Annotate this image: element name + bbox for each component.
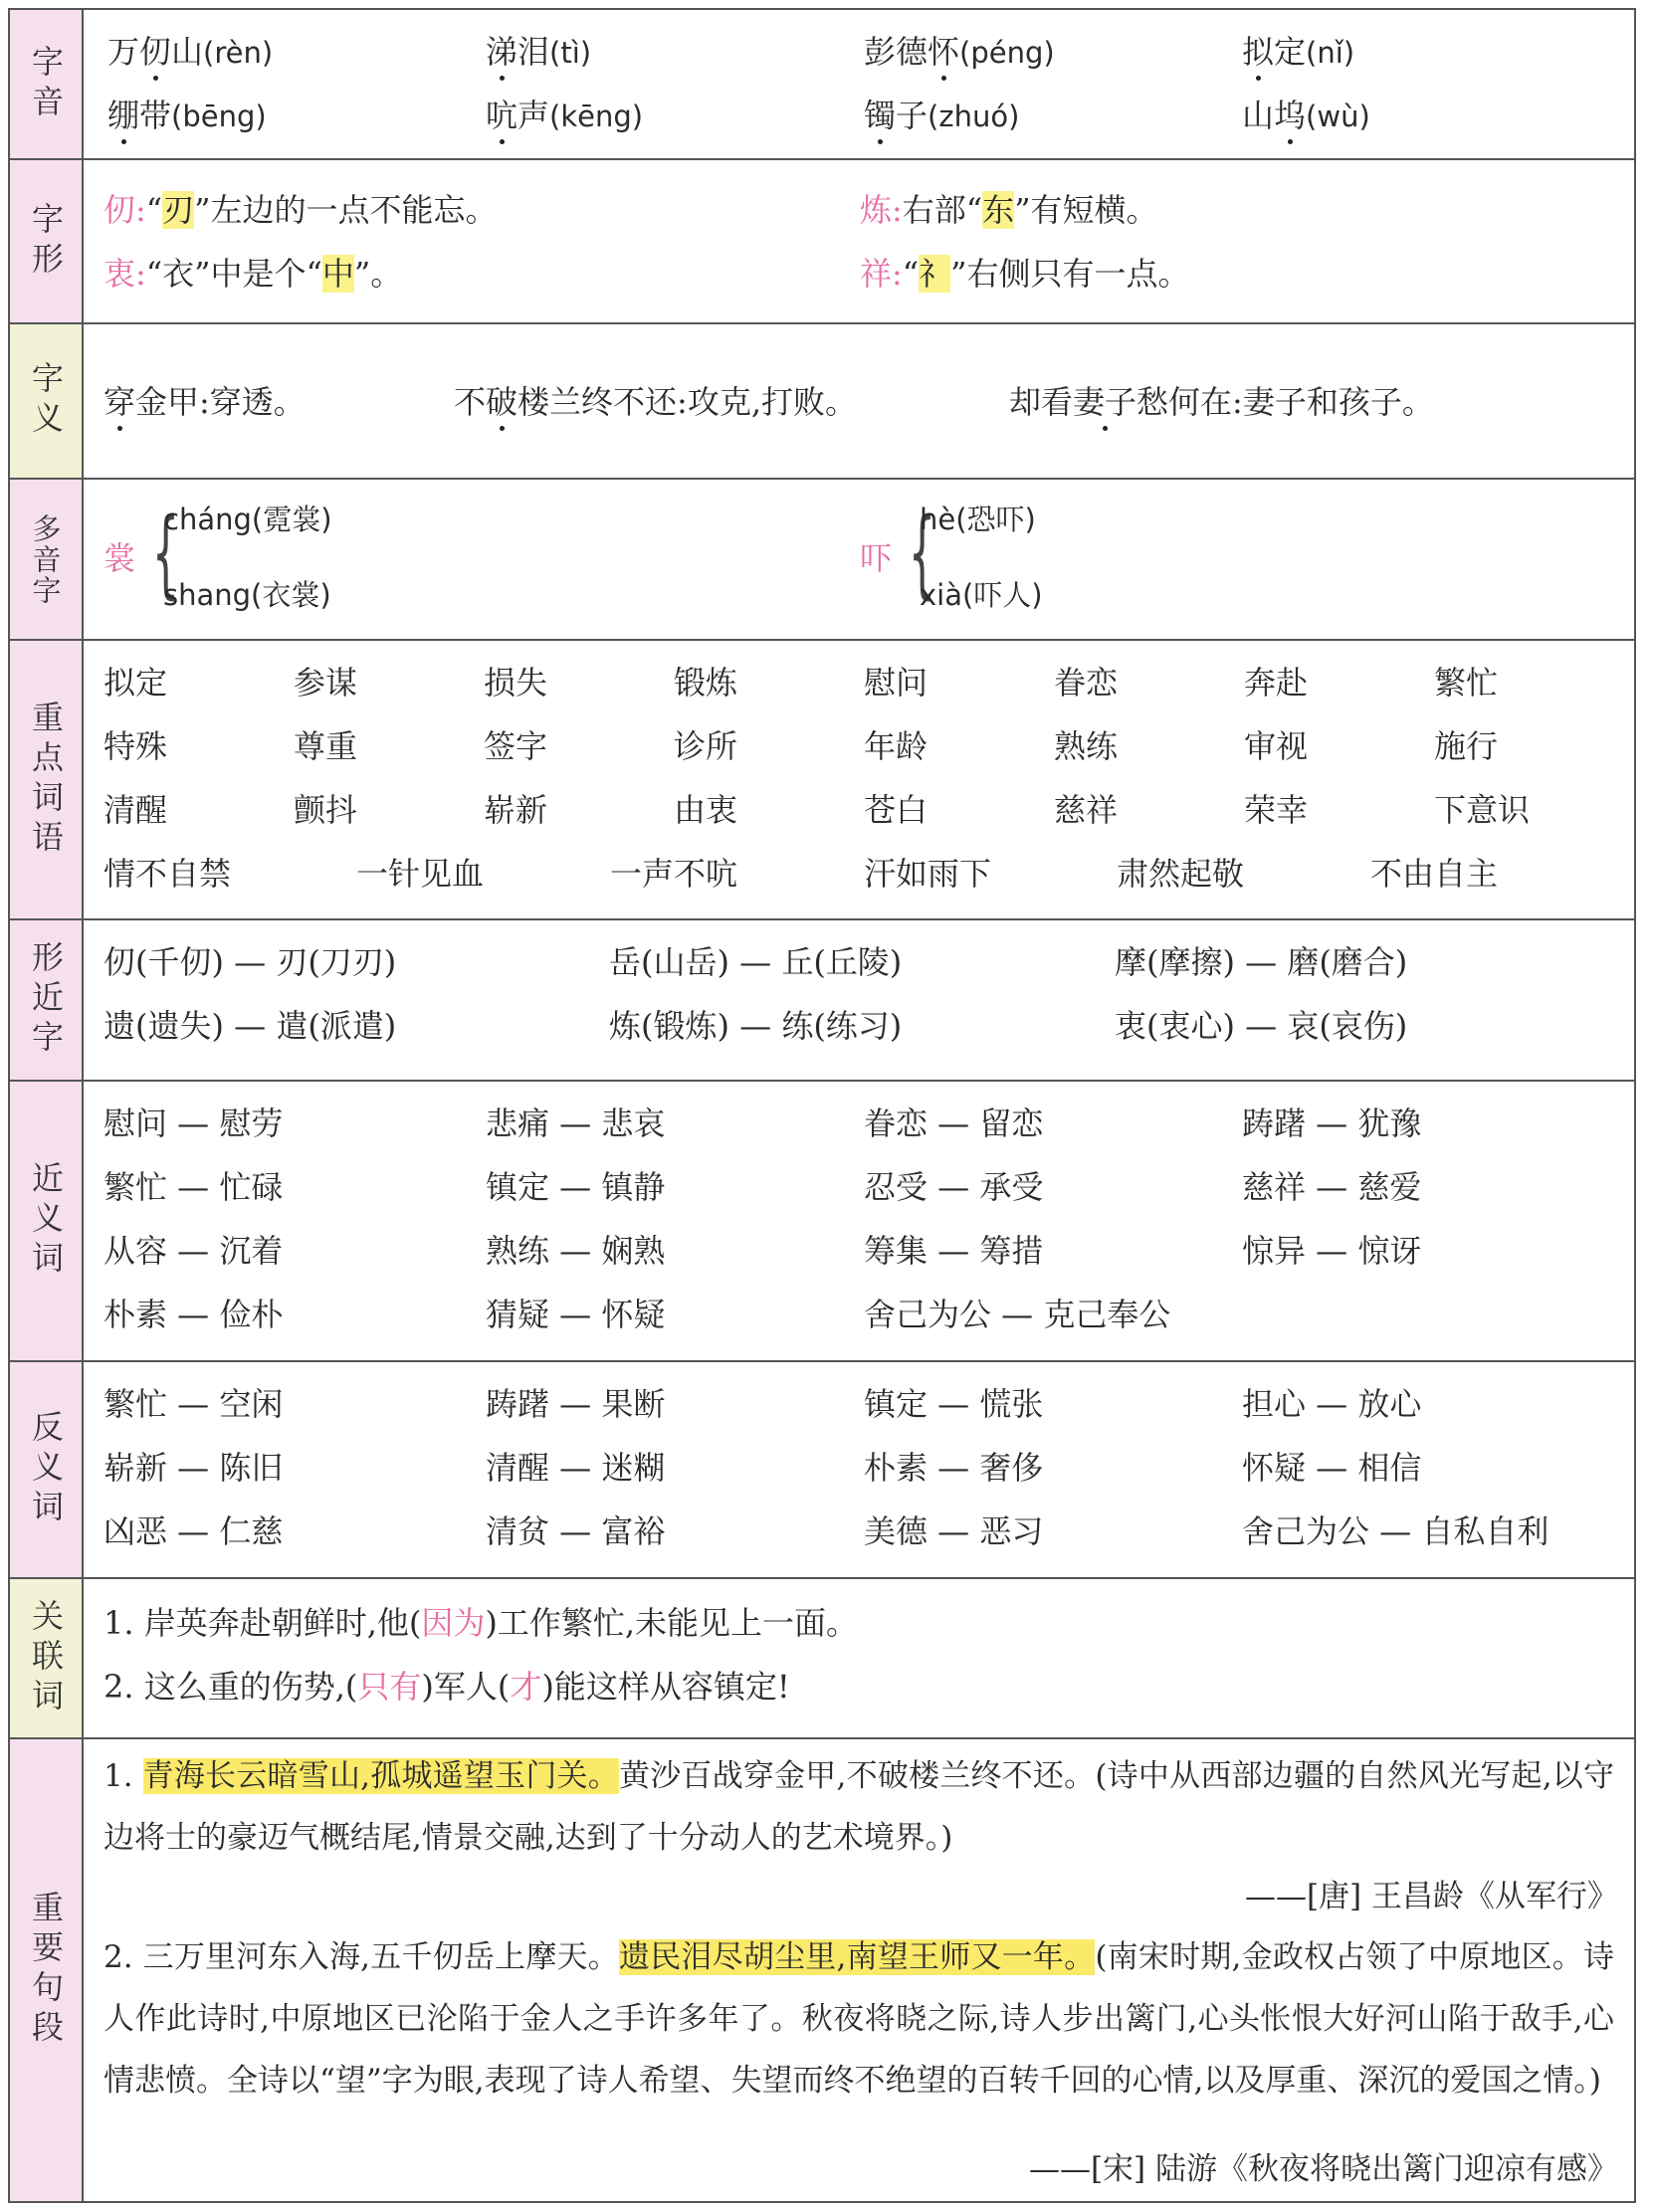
section-meaning — [10, 324, 1634, 480]
section-glyph — [10, 160, 1634, 324]
similar-pair: 遗(遗失) — 遣(派遣) — [103, 1007, 397, 1045]
section-label: 多音字 — [10, 480, 84, 639]
section-pronunciation — [10, 10, 1634, 160]
synonym-pair: 猜疑 — 怀疑 — [486, 1296, 666, 1333]
antonym-pair: 繁忙 — 空闲 — [103, 1385, 284, 1423]
synonym-pair: 熟练 — 娴熟 — [486, 1232, 666, 1270]
idiom: 情不自禁 — [103, 855, 232, 893]
passage-source: ——[唐] 王昌龄《从军行》 — [1244, 1879, 1618, 1914]
similar-pair: 仞(千仞) — 刃(刀刃) — [103, 943, 397, 981]
antonym-pair: 清贫 — 富裕 — [486, 1512, 666, 1550]
keyword: 眷恋 — [1054, 664, 1119, 702]
glyph-item: 炼:右部“东”有短横。 — [860, 191, 1158, 229]
similar-pair: 摩(摩擦) — 磨(磨合) — [1115, 943, 1408, 981]
polyphone-reading: xià(吓人) — [920, 578, 1043, 612]
section-label: 重点词语 — [10, 641, 84, 918]
keyword: 签字 — [484, 727, 548, 765]
idiom: 汗如雨下 — [864, 855, 992, 893]
synonym-pair: 慈祥 — 慈爱 — [1242, 1168, 1422, 1206]
synonym-pair: 忍受 — 承受 — [864, 1168, 1044, 1206]
section-label: 形近字 — [10, 920, 84, 1080]
keyword: 由衷 — [674, 791, 738, 829]
keywords-content — [84, 641, 1634, 918]
keyword: 锻炼 — [674, 664, 738, 702]
brace-icon: { — [151, 498, 180, 609]
conjunction-sentence: 1. 岸英奔赴朝鲜时,他(因为)工作繁忙,未能见上一面。 — [103, 1604, 859, 1642]
antonym-pair: 清醒 — 迷糊 — [486, 1449, 666, 1487]
section-label: 近义词 — [10, 1082, 84, 1360]
section-synonyms — [10, 1082, 1634, 1362]
brace-icon: { — [908, 498, 936, 609]
meaning-content — [84, 324, 1634, 478]
synonym-pair: 慰问 — 慰劳 — [103, 1105, 284, 1142]
synonym-pair: 踌躇 — 犹豫 — [1242, 1105, 1422, 1142]
keyword: 年龄 — [864, 727, 929, 765]
pron-item: 涕泪(tì) — [486, 33, 592, 71]
antonyms-content — [84, 1362, 1634, 1577]
section-label: 重要句段 — [10, 1739, 84, 2201]
similar-pair: 岳(山岳) — 丘(丘陵) — [609, 943, 903, 981]
antonym-pair: 镇定 — 慌张 — [864, 1385, 1044, 1423]
pron-item: 万仞山(rèn) — [107, 33, 274, 71]
pron-item: 吭声(kēng) — [486, 97, 644, 134]
synonym-pair: 筹集 — 筹措 — [864, 1232, 1044, 1270]
idiom: 一针见血 — [356, 855, 485, 893]
antonym-pair: 凶恶 — 仁慈 — [103, 1512, 284, 1550]
antonym-pair: 担心 — 放心 — [1242, 1385, 1422, 1423]
synonym-pair: 舍己为公 — 克己奉公 — [864, 1296, 1171, 1333]
keyword: 特殊 — [103, 727, 168, 765]
synonym-pair: 眷恋 — 留恋 — [864, 1105, 1044, 1142]
section-antonyms — [10, 1362, 1634, 1579]
keyword: 繁忙 — [1434, 664, 1499, 702]
keyword: 崭新 — [484, 791, 548, 829]
polyphone-char: 裳 — [103, 539, 136, 577]
section-label: 字义 — [10, 324, 84, 478]
passage-1: 1. 青海长云暗雪山,孤城遥望玉门关。黄沙百战穿金甲,不破楼兰终不还。(诗中从西部边疆的自然风光写起,以守边将士的豪迈气概结尾,情景交融,达到了十分动人的艺术境界。) — [103, 1758, 1614, 1856]
keyword: 诊所 — [674, 727, 738, 765]
key-passages-content — [84, 1739, 1634, 2201]
synonym-pair: 从容 — 沉着 — [103, 1232, 284, 1270]
similar-chars-content — [84, 920, 1634, 1080]
conjunction-sentence: 2. 这么重的伤势,(只有)军人(才)能这样从容镇定! — [103, 1668, 790, 1706]
pron-item: 拟定(nǐ) — [1242, 33, 1355, 71]
synonym-pair: 镇定 — 镇静 — [486, 1168, 666, 1206]
keyword: 拟定 — [103, 664, 168, 702]
antonym-pair: 舍己为公 — 自私自利 — [1242, 1512, 1550, 1550]
study-sheet — [8, 8, 1636, 2203]
polyphone-reading: hè(恐吓) — [920, 503, 1036, 536]
idiom: 不由自主 — [1370, 855, 1499, 893]
keyword: 颤抖 — [294, 791, 358, 829]
meaning-item: 不破楼兰终不还:攻克,打败。 — [454, 383, 857, 421]
glyph-item: 祥:“礻”右侧只有一点。 — [860, 255, 1190, 293]
antonym-pair: 朴素 — 奢侈 — [864, 1449, 1044, 1487]
conjunctions-content — [84, 1579, 1634, 1737]
idiom: 一声不吭 — [610, 855, 738, 893]
polyphone-char: 吓 — [860, 539, 893, 577]
pron-item: 镯子(zhuó) — [864, 97, 1020, 134]
keyword: 尊重 — [294, 727, 358, 765]
section-polyphone — [10, 480, 1634, 641]
pronunciation-content — [84, 10, 1634, 158]
synonym-pair: 悲痛 — 悲哀 — [486, 1105, 666, 1142]
antonym-pair: 崭新 — 陈旧 — [103, 1449, 284, 1487]
keyword: 熟练 — [1054, 727, 1119, 765]
keyword: 慰问 — [864, 664, 929, 702]
synonyms-content — [84, 1082, 1634, 1360]
synonym-pair: 朴素 — 俭朴 — [103, 1296, 284, 1333]
keyword: 奔赴 — [1244, 664, 1309, 702]
section-conjunctions — [10, 1579, 1634, 1739]
section-label: 关联词 — [10, 1579, 84, 1737]
section-label: 反义词 — [10, 1362, 84, 1577]
pron-item: 彭德怀(péng) — [864, 33, 1055, 71]
keyword: 审视 — [1244, 727, 1309, 765]
antonym-pair: 踌躇 — 果断 — [486, 1385, 666, 1423]
polyphone-reading: cháng(霓裳) — [163, 503, 332, 536]
section-label: 字形 — [10, 160, 84, 322]
keyword: 施行 — [1434, 727, 1499, 765]
similar-pair: 炼(锻炼) — 练(练习) — [609, 1007, 903, 1045]
section-key-passages — [10, 1739, 1634, 2201]
glyph-item: 衷:“衣”中是个“中”。 — [103, 255, 403, 293]
keyword: 下意识 — [1434, 791, 1531, 829]
pron-item: 绷带(bēng) — [107, 97, 267, 134]
passage-2: 2. 三万里河东入海,五千仞岳上摩天。遗民泪尽胡尘里,南望王师又一年。(南宋时期,金政权占领了中原地区。诗人作此诗时,中原地区已沦陷于金人之手许多年了。秋夜将晓之际,诗人步出篱门,心头怅恨大好河山陷于敌手,心情悲愤。全诗以“望”字为眼,表现了诗人希望、失望而终不绝望的百转千回的心情,以及厚重、深沉的爱国之情。) — [103, 1939, 1614, 2099]
section-similar-chars — [10, 920, 1634, 1082]
pron-item: 山坞(wù) — [1242, 97, 1370, 134]
glyph-content — [84, 160, 1634, 322]
idiom: 肃然起敬 — [1117, 855, 1245, 893]
antonym-pair: 美德 — 恶习 — [864, 1512, 1044, 1550]
keyword: 慈祥 — [1054, 791, 1119, 829]
synonym-pair: 繁忙 — 忙碌 — [103, 1168, 284, 1206]
keyword: 损失 — [484, 664, 548, 702]
keyword: 荣幸 — [1244, 791, 1309, 829]
passage-source: ——[宋] 陆游《秋夜将晓出篱门迎凉有感》 — [1028, 2151, 1618, 2187]
keyword: 清醒 — [103, 791, 168, 829]
keyword: 苍白 — [864, 791, 929, 829]
glyph-item: 仞:“刃”左边的一点不能忘。 — [103, 191, 498, 229]
similar-pair: 衷(衷心) — 哀(哀伤) — [1115, 1007, 1408, 1045]
section-keywords — [10, 641, 1634, 920]
meaning-item: 穿金甲:穿透。 — [103, 383, 306, 421]
antonym-pair: 怀疑 — 相信 — [1242, 1449, 1422, 1487]
polyphone-reading: shang(衣裳) — [163, 578, 331, 612]
synonym-pair: 惊异 — 惊讶 — [1242, 1232, 1422, 1270]
polyphone-content — [84, 480, 1634, 639]
keyword: 参谋 — [294, 664, 358, 702]
section-label: 字音 — [10, 10, 84, 158]
meaning-item: 却看妻子愁何在:妻子和孩子。 — [1009, 383, 1434, 421]
